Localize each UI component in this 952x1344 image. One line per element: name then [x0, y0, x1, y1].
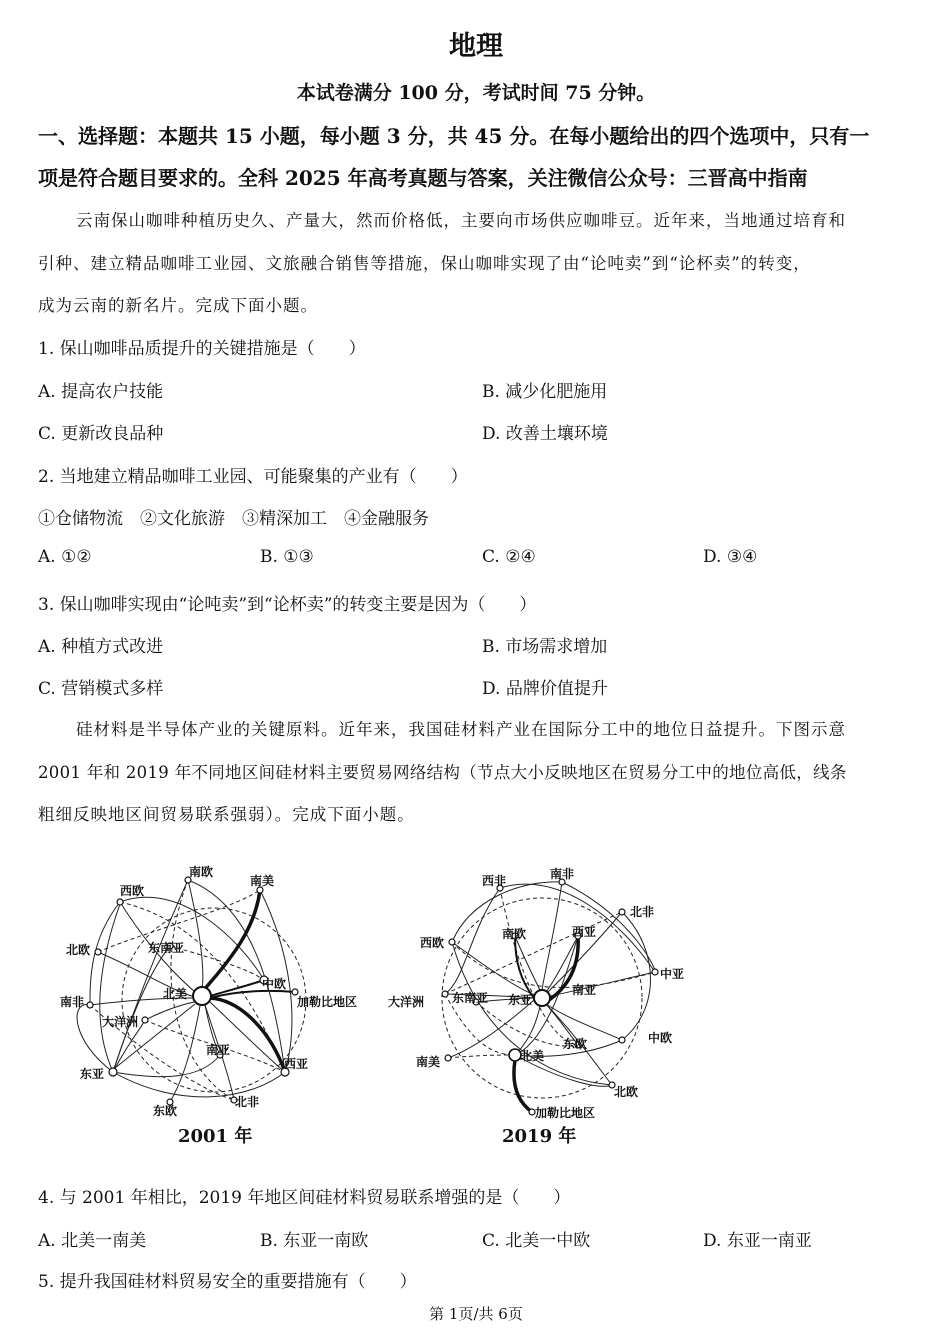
- node-2019-beifei: 北非: [630, 905, 655, 919]
- node-2001-beimei: 北美: [163, 987, 188, 1001]
- node-2001-nanya: 南亚: [206, 1043, 231, 1057]
- edge-2019-nanmei-beimei: [448, 1055, 515, 1058]
- question-3-stem: 3. 保山咖啡实现由“论吨卖”到“论杯卖”的转变主要是因为（ ）: [38, 595, 537, 615]
- node-2001-dongou: 东欧: [153, 1104, 178, 1118]
- node-2001-beimei: [193, 987, 211, 1005]
- question-4-stem: 4. 与 2001 年相比，2019 年地区间硅材料贸易联系增强的是（ ）: [38, 1188, 571, 1208]
- node-2019-beimei: 北美: [520, 1049, 545, 1063]
- question-3-option-a[interactable]: A. 种植方式改进: [38, 637, 164, 657]
- question-1-option-a[interactable]: A. 提高农户技能: [38, 382, 164, 402]
- node-2001-jialebi: 加勒比地区: [297, 995, 358, 1009]
- node-2001-dayangzhou-dot: [142, 1017, 148, 1023]
- node-2019-beiou: 北欧: [614, 1085, 639, 1099]
- section-heading-line1: 一、选择题：本题共 15 小题，每小题 3 分，共 45 分。在每小题给出的四个选项中，只有一: [38, 124, 870, 148]
- node-2001-nanou: 南欧: [189, 865, 214, 879]
- question-3-option-c[interactable]: C. 营销模式多样: [38, 679, 164, 699]
- node-2001-xiya: 西亚: [284, 1057, 309, 1071]
- question-3-option-d[interactable]: D. 品牌价值提升: [482, 679, 608, 699]
- node-2019-nanmei: 南美: [416, 1055, 441, 1069]
- question-1-option-b[interactable]: B. 减少化肥施用: [482, 382, 608, 402]
- question-4-option-d[interactable]: D. 东亚一南亚: [703, 1231, 812, 1251]
- question-1-option-c[interactable]: C. 更新改良品种: [38, 424, 164, 444]
- passage2-line3: 粗细反映地区间贸易联系强弱）。完成下面小题。: [38, 805, 415, 824]
- question-1-stem: 1. 保山咖啡品质提升的关键措施是（ ）: [38, 339, 366, 359]
- question-1-option-d[interactable]: D. 改善土壤环境: [482, 424, 608, 444]
- edge-2001-dongya-dongnanya: [113, 946, 170, 1072]
- edge-2019-nanfei-dongya: [542, 882, 562, 990]
- edge-2019-xiou-dongya: [452, 942, 535, 995]
- question-2-items: ①仓储物流 ②文化旅游 ③精深加工 ④金融服务: [38, 509, 429, 529]
- passage1-line2: 引种、建立精品咖啡工业园、文旅融合销售等措施，保山咖啡实现了由“论吨卖”到“论杯卖”的转变，: [38, 254, 811, 273]
- question-2-option-d[interactable]: D. ③④: [703, 547, 758, 567]
- question-3-option-b[interactable]: B. 市场需求增加: [482, 637, 608, 657]
- edge-2019-beimei-jialebi-strong: [514, 1060, 532, 1112]
- node-2019-dayangzhou-dot: [442, 991, 448, 997]
- exam-info: 本试卷满分 100 分，考试时间 75 分钟。: [296, 82, 656, 104]
- node-2001-dayangzhou: 大洋洲: [102, 1015, 139, 1029]
- node-2019-dongou: 东欧: [563, 1037, 588, 1051]
- node-2019-nanou: 南欧: [502, 927, 527, 941]
- node-2019-dongnanya: 东南亚: [452, 991, 489, 1005]
- year-label-2001: 2001 年: [178, 1126, 253, 1147]
- node-2019-xifei: 西非: [482, 874, 507, 888]
- node-2019-nanya: 南亚: [572, 983, 597, 997]
- edge-2001-beimei-xiya: [210, 1002, 285, 1072]
- network-2019: [388, 866, 684, 1120]
- node-2019-dongya: [534, 990, 550, 1006]
- node-2019-xiou: 西欧: [420, 936, 445, 950]
- node-2001-dongnanya: 东南亚: [148, 941, 185, 955]
- node-2019-zhongya-dot: [652, 969, 658, 975]
- node-2019-nanfei: 南非: [550, 867, 575, 881]
- node-2001-xiou: 西欧: [120, 884, 145, 898]
- node-2019-zhongou: 中欧: [648, 1031, 673, 1045]
- question-4-option-a[interactable]: A. 北美一南美: [38, 1231, 147, 1251]
- passage1-line3: 成为云南的新名片。完成下面小题。: [38, 296, 318, 315]
- passage2-line1: 硅材料是半导体产业的关键原料。近年来，我国硅材料产业在国际分工中的地位日益提升。下图示意: [76, 720, 846, 739]
- edge-2019-xifei-dongou: [500, 888, 578, 1045]
- network-2001: [60, 864, 357, 1118]
- trade-network-figure: [0, 840, 952, 1160]
- question-4-option-c[interactable]: C. 北美一中欧: [482, 1231, 591, 1251]
- question-5-stem: 5. 提升我国硅材料贸易安全的重要措施有（ ）: [38, 1272, 417, 1292]
- node-2019-zhongya: 中亚: [660, 967, 685, 981]
- node-2019-zhongou-dot: [619, 1037, 625, 1043]
- node-2001-nanmei: 南美: [250, 874, 275, 888]
- node-2001-dongya-dot: [109, 1068, 117, 1076]
- edge-2019-dongya-zhongou: [546, 1004, 622, 1040]
- year-label-2019: 2019 年: [502, 1126, 577, 1147]
- node-2001-zhongou: 中欧: [262, 977, 287, 991]
- node-2001-dongya: 东亚: [80, 1067, 105, 1081]
- passage1-line1: 云南保山咖啡种植历史久、产量大，然而价格低，主要向市场供应咖啡豆。近年来，当地通过培育和: [76, 211, 846, 230]
- node-2019-nanmei-dot: [445, 1055, 451, 1061]
- passage2-line2: 2001 年和 2019 年不同地区间硅材料主要贸易网络结构（节点大小反映地区在贸易分工中的地位高低，线条: [38, 763, 847, 782]
- edge-2001-dongya-nanya: [113, 1055, 220, 1077]
- node-2001-beiou-dot: [95, 949, 101, 955]
- page-title: 地理: [449, 31, 503, 62]
- question-2-option-a[interactable]: A. ①②: [38, 547, 92, 567]
- node-2019-beifei-dot: [619, 909, 625, 915]
- question-4-option-b[interactable]: B. 东亚一南欧: [260, 1231, 369, 1251]
- node-2001-beifei: 北非: [235, 1095, 260, 1109]
- edge-2019-beifei-dongya: [548, 912, 622, 992]
- question-2-stem: 2. 当地建立精品咖啡工业园、可能聚集的产业有（ ）: [38, 467, 468, 487]
- question-2-option-c[interactable]: C. ②④: [482, 547, 536, 567]
- section-heading-line2: 项是符合题目要求的。全科 2025 年高考真题与答案，关注微信公众号：三晋高中指南: [38, 166, 808, 190]
- edge-2019-dongya-nanou: [515, 936, 534, 998]
- node-2001-beiou: 北欧: [66, 943, 91, 957]
- node-2019-xiou-dot: [449, 939, 455, 945]
- question-2-option-b[interactable]: B. ①③: [260, 547, 314, 567]
- node-2019-jialebi: 加勒比地区: [535, 1106, 596, 1120]
- node-2001-nanfei: 南非: [60, 995, 85, 1009]
- node-2001-nanfei-dot: [87, 1002, 93, 1008]
- node-2001-xiou-dot: [117, 899, 123, 905]
- node-2019-xiya: 西亚: [572, 925, 597, 939]
- page-footer: 第 1页/共 6页: [429, 1305, 523, 1323]
- node-2019-dayangzhou: 大洋洲: [388, 995, 425, 1009]
- node-2019-dongya: 东亚: [508, 993, 533, 1007]
